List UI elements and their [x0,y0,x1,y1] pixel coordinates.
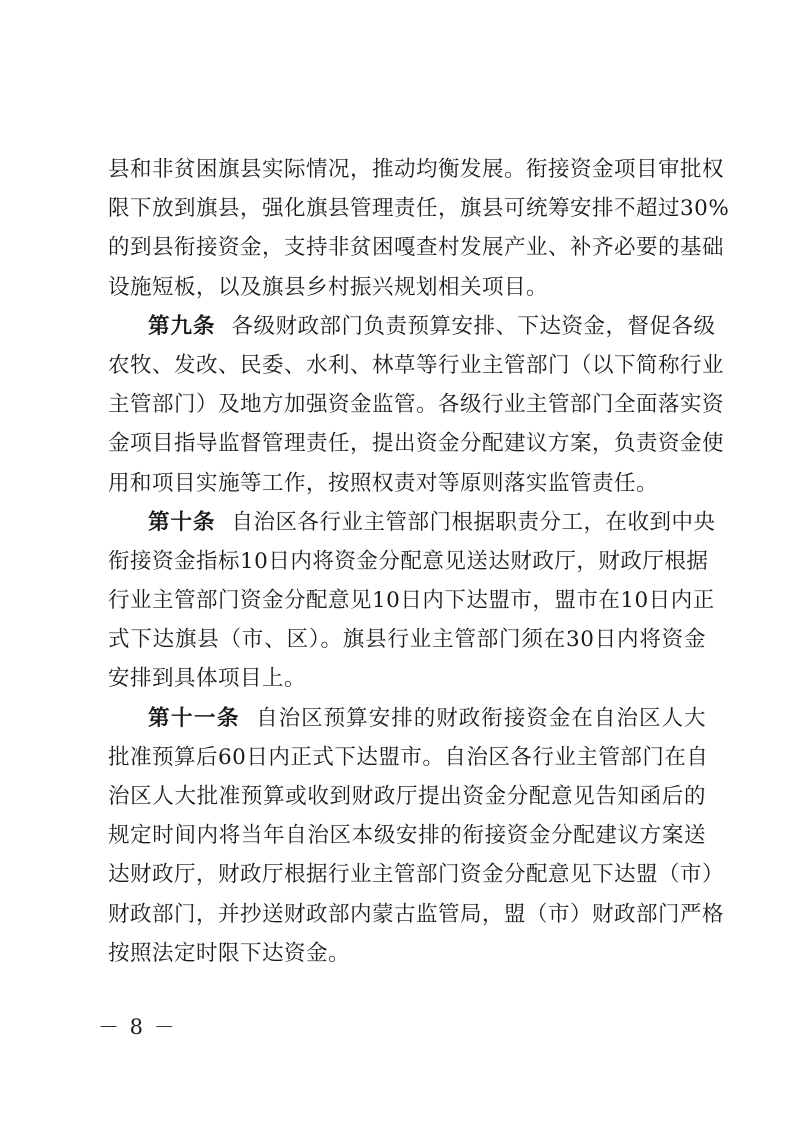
article-text: 自治区各行业主管部门根据职责分工，在收到中央 [231,509,716,535]
document-body [108,150,730,973]
text-line: 农牧、发改、民委、水利、林草等行业主管部门（以下简称行业 [108,352,725,378]
text-line: 主管部门）及地方加强资金监管。各级行业主管部门全面落实资 [108,392,725,418]
text-line: 治区人大批准预算或收到财政厅提出资金分配意见告知函后的 [108,784,706,809]
text-line: 安排到具体项目上。 [108,666,307,692]
text-line: 设施短板，以及旗县乡村振兴规划相关项目。 [108,274,549,300]
text-line: 县和非贫困旗县实际情况，推动均衡发展。衔接资金项目审批权 [108,157,725,182]
article-9 [108,307,725,503]
article-text: 自治区预算安排的财政衔接资金在自治区人大 [256,705,706,731]
paragraph-continuation [108,150,730,307]
text-line: 金项目指导监督管理责任，提出资金分配建议方案，负责资金使 [108,431,725,457]
article-heading: 第十一条 [148,705,241,731]
text-line: 财政部门，并抄送财政部内蒙古监管局，盟（市）财政部门严格 [108,901,725,927]
text-line: 的到县衔接资金，支持非贫困嘎查村发展产业、补齐必要的基础 [108,235,725,261]
text-line: 行业主管部门资金分配意见10日内下达盟市，盟市在10日内正 [108,588,715,614]
article-11 [108,699,725,973]
text-line: 衔接资金指标10日内将资金分配意见送达财政厅，财政厅根据 [108,548,709,574]
text-line: 式下达旗县（市、区）。旗县行业主管部门须在30日内将资金 [108,627,706,653]
text-line [108,307,716,346]
text-line: 限下放到旗县，强化旗县管理责任，旗县可统筹安排不超过30% [108,196,730,222]
text-line: 批准预算后60日内正式下达盟市。自治区各行业主管部门在自 [108,744,709,770]
article-10 [108,503,716,699]
text-line [108,699,706,738]
page-number: － 8 － [98,1015,177,1039]
article-heading: 第九条 [148,313,216,339]
text-line: 按照法定时限下达资金。 [108,940,351,966]
text-line: 规定时间内将当年自治区本级安排的衔接资金分配建议方案送 [108,823,706,849]
article-heading: 第十条 [148,509,216,535]
text-line: 用和项目实施等工作，按照权责对等原则落实监管责任。 [108,470,659,496]
text-line [108,503,716,542]
text-line: 达财政厅，财政厅根据行业主管部门资金分配意见下达盟（市） [108,862,725,888]
article-text: 各级财政部门负责预算安排、下达资金，督促各级 [231,313,716,339]
